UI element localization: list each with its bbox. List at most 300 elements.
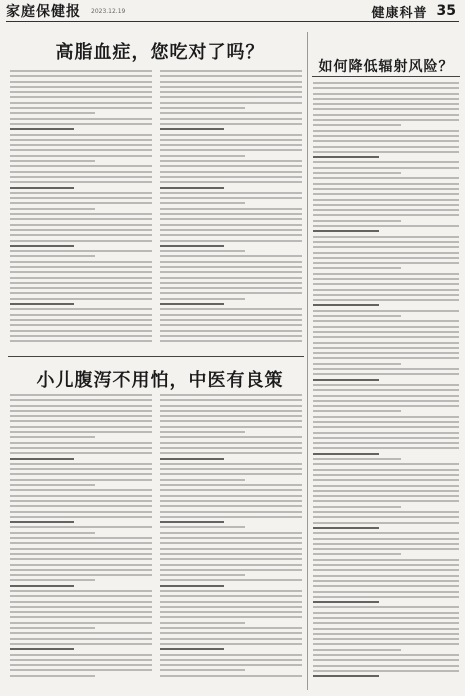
text-line bbox=[160, 489, 302, 491]
text-line bbox=[10, 452, 152, 454]
text-line bbox=[160, 70, 302, 72]
text-line bbox=[313, 665, 459, 667]
text-line bbox=[160, 112, 302, 114]
text-line bbox=[10, 255, 95, 257]
text-line bbox=[10, 622, 152, 624]
text-line bbox=[160, 287, 302, 289]
text-line bbox=[10, 611, 152, 613]
text-line bbox=[10, 171, 152, 173]
text-line bbox=[160, 675, 302, 677]
text-line bbox=[160, 442, 302, 444]
text-line bbox=[160, 181, 302, 183]
text-line bbox=[160, 314, 302, 316]
text-line bbox=[160, 298, 245, 300]
text-line bbox=[10, 245, 74, 247]
text-line bbox=[160, 171, 302, 173]
text-line bbox=[10, 473, 152, 475]
text-line bbox=[160, 224, 302, 226]
text-line bbox=[160, 458, 224, 460]
text-line bbox=[313, 506, 401, 508]
page-number: 35 bbox=[436, 3, 456, 19]
section-name: 健康科普 bbox=[371, 5, 428, 21]
text-column bbox=[10, 394, 152, 680]
text-line bbox=[160, 75, 302, 77]
text-column bbox=[160, 70, 302, 345]
text-line bbox=[313, 511, 459, 513]
text-line bbox=[160, 553, 302, 555]
text-column bbox=[160, 394, 302, 680]
text-line bbox=[160, 282, 302, 284]
text-line bbox=[160, 622, 245, 624]
text-line bbox=[313, 447, 459, 449]
text-line bbox=[313, 543, 459, 545]
text-line bbox=[10, 569, 152, 571]
text-line bbox=[313, 522, 459, 524]
text-line bbox=[160, 468, 302, 470]
text-line bbox=[10, 659, 152, 661]
text-line bbox=[10, 643, 152, 645]
text-line bbox=[160, 81, 302, 83]
text-line bbox=[160, 569, 302, 571]
text-line bbox=[313, 342, 459, 344]
text-line bbox=[160, 324, 302, 326]
text-line bbox=[160, 165, 302, 167]
text-line bbox=[10, 261, 152, 263]
text-line bbox=[313, 426, 459, 428]
headline-radiation-risk: 如何降低辐射风险？ bbox=[318, 59, 454, 75]
text-line bbox=[10, 240, 152, 242]
text-line bbox=[313, 580, 459, 582]
text-line bbox=[160, 632, 302, 634]
text-line bbox=[313, 320, 459, 322]
text-line bbox=[10, 139, 152, 141]
text-line bbox=[160, 250, 245, 252]
text-line bbox=[160, 521, 224, 523]
text-line bbox=[10, 638, 152, 640]
text-line bbox=[313, 98, 459, 100]
text-line bbox=[10, 213, 152, 215]
text-line bbox=[10, 548, 152, 550]
text-line bbox=[313, 368, 459, 370]
text-line bbox=[313, 421, 459, 423]
text-line bbox=[10, 112, 95, 114]
text-line bbox=[10, 292, 152, 294]
text-line bbox=[160, 638, 302, 640]
text-line bbox=[10, 86, 152, 88]
text-line bbox=[313, 135, 459, 137]
text-line bbox=[10, 415, 152, 417]
text-line bbox=[160, 516, 302, 518]
text-line bbox=[313, 410, 401, 412]
text-line bbox=[160, 149, 302, 151]
text-line bbox=[313, 156, 379, 158]
text-line bbox=[160, 394, 302, 396]
text-line bbox=[10, 526, 152, 528]
text-line bbox=[160, 526, 245, 528]
text-line bbox=[10, 553, 152, 555]
text-line bbox=[160, 532, 302, 534]
text-line bbox=[160, 229, 302, 231]
text-line bbox=[313, 400, 459, 402]
headline-hyperlipidemia: 高脂血症，您吃对了吗？ bbox=[55, 42, 265, 63]
text-line bbox=[160, 669, 245, 671]
text-line bbox=[160, 118, 302, 120]
text-line bbox=[313, 500, 459, 502]
sidebar-headline-rule bbox=[312, 76, 460, 77]
text-line bbox=[160, 266, 302, 268]
text-line bbox=[313, 606, 459, 608]
text-line bbox=[160, 303, 224, 305]
text-line bbox=[313, 177, 459, 179]
text-line bbox=[10, 426, 152, 428]
text-line bbox=[313, 453, 379, 455]
text-line bbox=[160, 139, 302, 141]
text-line bbox=[313, 373, 459, 375]
text-line bbox=[160, 202, 245, 204]
masthead-left bbox=[6, 1, 125, 21]
text-line bbox=[160, 155, 245, 157]
text-line bbox=[313, 654, 459, 656]
text-line bbox=[313, 214, 459, 216]
text-line bbox=[10, 436, 95, 438]
text-line bbox=[160, 648, 224, 650]
text-line bbox=[10, 75, 152, 77]
text-line bbox=[160, 107, 245, 109]
text-line bbox=[313, 108, 459, 110]
headline-pediatric-diarrhea: 小儿腹泻不用怕，中医有良策 bbox=[36, 370, 284, 391]
text-line bbox=[313, 527, 379, 529]
text-line bbox=[160, 616, 302, 618]
text-line bbox=[313, 140, 459, 142]
text-line bbox=[313, 659, 459, 661]
text-line bbox=[10, 107, 152, 109]
text-line bbox=[10, 192, 152, 194]
text-line bbox=[313, 649, 401, 651]
text-line bbox=[10, 394, 152, 396]
text-line bbox=[313, 331, 459, 333]
text-line bbox=[313, 633, 459, 635]
text-line bbox=[313, 82, 459, 84]
text-line bbox=[313, 262, 459, 264]
text-line bbox=[160, 511, 302, 513]
text-line bbox=[313, 585, 459, 587]
text-line bbox=[160, 234, 302, 236]
text-line bbox=[160, 91, 302, 93]
text-line bbox=[160, 187, 224, 189]
text-line bbox=[313, 564, 459, 566]
text-line bbox=[10, 648, 74, 650]
text-line bbox=[160, 292, 302, 294]
text-line bbox=[313, 474, 459, 476]
text-line bbox=[313, 146, 459, 148]
text-line bbox=[160, 606, 302, 608]
text-line bbox=[10, 123, 152, 125]
text-line bbox=[313, 395, 459, 397]
text-line bbox=[313, 236, 459, 238]
text-line bbox=[313, 267, 401, 269]
text-line bbox=[160, 495, 302, 497]
text-line bbox=[160, 330, 302, 332]
text-line bbox=[313, 193, 459, 195]
text-line bbox=[10, 532, 95, 534]
text-line bbox=[10, 505, 152, 507]
text-line bbox=[313, 220, 401, 222]
text-line bbox=[10, 489, 152, 491]
text-line bbox=[160, 500, 302, 502]
text-line bbox=[160, 102, 302, 104]
text-line bbox=[160, 585, 224, 587]
text-line bbox=[313, 299, 459, 301]
text-line bbox=[10, 500, 152, 502]
column-divider bbox=[307, 32, 308, 690]
text-line bbox=[10, 224, 152, 226]
text-line bbox=[313, 103, 459, 105]
text-line bbox=[10, 484, 95, 486]
text-line bbox=[10, 516, 152, 518]
text-line bbox=[313, 485, 459, 487]
text-line bbox=[160, 240, 302, 242]
text-line bbox=[10, 144, 152, 146]
text-line bbox=[10, 266, 152, 268]
text-line bbox=[313, 538, 459, 540]
text-line bbox=[160, 261, 302, 263]
text-line bbox=[10, 585, 74, 587]
text-line bbox=[160, 134, 302, 136]
text-line bbox=[313, 209, 459, 211]
text-column bbox=[313, 82, 459, 681]
text-line bbox=[10, 431, 152, 433]
text-line bbox=[313, 204, 459, 206]
text-line bbox=[10, 468, 152, 470]
text-line bbox=[160, 420, 302, 422]
text-line bbox=[313, 442, 459, 444]
text-line bbox=[10, 277, 152, 279]
text-line bbox=[313, 347, 459, 349]
text-line bbox=[160, 405, 302, 407]
text-line bbox=[10, 521, 74, 523]
text-line bbox=[313, 151, 459, 153]
text-line bbox=[313, 638, 459, 640]
text-line bbox=[10, 495, 152, 497]
text-line bbox=[160, 340, 302, 342]
text-line bbox=[313, 569, 459, 571]
text-line bbox=[160, 664, 302, 666]
text-line bbox=[10, 654, 152, 656]
text-line bbox=[313, 326, 459, 328]
text-line bbox=[313, 336, 459, 338]
text-line bbox=[10, 319, 152, 321]
text-line bbox=[160, 128, 224, 130]
text-line bbox=[160, 308, 302, 310]
text-line bbox=[313, 283, 459, 285]
text-line bbox=[10, 558, 152, 560]
text-line bbox=[313, 643, 459, 645]
text-line bbox=[10, 335, 152, 337]
text-line bbox=[10, 271, 152, 273]
text-line bbox=[313, 225, 459, 227]
text-line bbox=[313, 304, 379, 306]
text-line bbox=[10, 314, 152, 316]
text-line bbox=[160, 601, 302, 603]
text-line bbox=[160, 505, 302, 507]
masthead-rule bbox=[6, 21, 459, 27]
text-line bbox=[160, 144, 302, 146]
text-line bbox=[160, 255, 302, 257]
text-line bbox=[160, 271, 302, 273]
text-line bbox=[10, 564, 152, 566]
text-line bbox=[10, 128, 74, 130]
text-line bbox=[313, 183, 459, 185]
text-line bbox=[160, 213, 302, 215]
text-line bbox=[313, 252, 459, 254]
text-line bbox=[160, 86, 302, 88]
text-line bbox=[160, 654, 302, 656]
text-line bbox=[160, 415, 302, 417]
text-line bbox=[160, 436, 302, 438]
text-line bbox=[313, 294, 459, 296]
text-line bbox=[10, 442, 152, 444]
text-line bbox=[313, 352, 459, 354]
text-line bbox=[10, 447, 152, 449]
text-line bbox=[10, 420, 152, 422]
text-line bbox=[10, 479, 152, 481]
text-line bbox=[160, 595, 302, 597]
text-line bbox=[160, 96, 302, 98]
text-line bbox=[10, 218, 152, 220]
masthead-right bbox=[372, 2, 460, 21]
text-line bbox=[10, 574, 152, 576]
paper-title: 家庭保健报 bbox=[6, 4, 81, 20]
text-line bbox=[160, 245, 224, 247]
text-line bbox=[313, 161, 459, 163]
text-line bbox=[313, 257, 459, 259]
text-line bbox=[160, 208, 302, 210]
text-line bbox=[10, 590, 152, 592]
text-line bbox=[10, 96, 152, 98]
text-line bbox=[10, 197, 152, 199]
text-line bbox=[160, 537, 302, 539]
text-line bbox=[10, 458, 74, 460]
text-line bbox=[313, 363, 401, 365]
text-line bbox=[313, 124, 401, 126]
text-line bbox=[313, 458, 401, 460]
text-line bbox=[10, 669, 152, 671]
text-line bbox=[160, 176, 302, 178]
text-line bbox=[313, 230, 379, 232]
text-line bbox=[313, 114, 459, 116]
text-line bbox=[160, 574, 245, 576]
text-line bbox=[313, 553, 401, 555]
text-line bbox=[10, 298, 152, 300]
text-line bbox=[10, 155, 152, 157]
text-line bbox=[10, 165, 152, 167]
text-line bbox=[160, 590, 302, 592]
text-line bbox=[160, 611, 302, 613]
text-line bbox=[160, 643, 302, 645]
text-line bbox=[10, 463, 152, 465]
text-line bbox=[10, 410, 152, 412]
text-line bbox=[10, 187, 74, 189]
text-line bbox=[313, 199, 459, 201]
text-line bbox=[10, 70, 152, 72]
text-line bbox=[160, 319, 302, 321]
text-line bbox=[313, 241, 459, 243]
text-line bbox=[10, 287, 152, 289]
text-line bbox=[10, 118, 152, 120]
text-line bbox=[10, 601, 152, 603]
text-line bbox=[160, 564, 302, 566]
text-line bbox=[313, 490, 459, 492]
text-line bbox=[10, 595, 152, 597]
text-line bbox=[313, 591, 459, 593]
text-column bbox=[10, 70, 152, 345]
text-line bbox=[10, 208, 95, 210]
text-line bbox=[160, 426, 302, 428]
text-line bbox=[10, 229, 152, 231]
text-line bbox=[313, 628, 459, 630]
text-line bbox=[160, 627, 302, 629]
text-line bbox=[10, 405, 152, 407]
text-line bbox=[160, 484, 302, 486]
text-line bbox=[313, 87, 459, 89]
masthead bbox=[6, 2, 459, 20]
text-line bbox=[313, 379, 379, 381]
text-line bbox=[313, 432, 459, 434]
text-line bbox=[160, 542, 302, 544]
text-line bbox=[313, 310, 459, 312]
text-line bbox=[10, 282, 152, 284]
text-line bbox=[160, 192, 302, 194]
text-line bbox=[10, 181, 152, 183]
text-line bbox=[10, 399, 152, 401]
text-line bbox=[10, 149, 152, 151]
text-line bbox=[313, 617, 459, 619]
text-line bbox=[160, 399, 302, 401]
text-line bbox=[160, 548, 302, 550]
text-line bbox=[10, 202, 152, 204]
text-line bbox=[313, 601, 379, 603]
text-line bbox=[313, 278, 459, 280]
text-line bbox=[160, 659, 302, 661]
text-line bbox=[10, 616, 152, 618]
text-line bbox=[313, 172, 401, 174]
text-line bbox=[10, 627, 95, 629]
text-line bbox=[313, 495, 459, 497]
text-line bbox=[10, 511, 152, 513]
text-line bbox=[10, 91, 152, 93]
text-line bbox=[10, 176, 152, 178]
text-line bbox=[313, 437, 459, 439]
text-line bbox=[313, 463, 459, 465]
text-line bbox=[313, 532, 459, 534]
text-line bbox=[313, 516, 459, 518]
text-line bbox=[313, 246, 459, 248]
text-line bbox=[10, 579, 95, 581]
text-line bbox=[10, 330, 152, 332]
text-line bbox=[10, 340, 152, 342]
text-line bbox=[10, 664, 152, 666]
text-line bbox=[10, 606, 152, 608]
text-line bbox=[160, 579, 302, 581]
text-line bbox=[10, 675, 95, 677]
text-line bbox=[160, 277, 302, 279]
text-line bbox=[313, 167, 459, 169]
text-line bbox=[160, 335, 302, 337]
text-line bbox=[313, 405, 459, 407]
text-line bbox=[313, 469, 459, 471]
text-line bbox=[313, 93, 459, 95]
issue-date: 2023.12.19 bbox=[91, 7, 126, 15]
